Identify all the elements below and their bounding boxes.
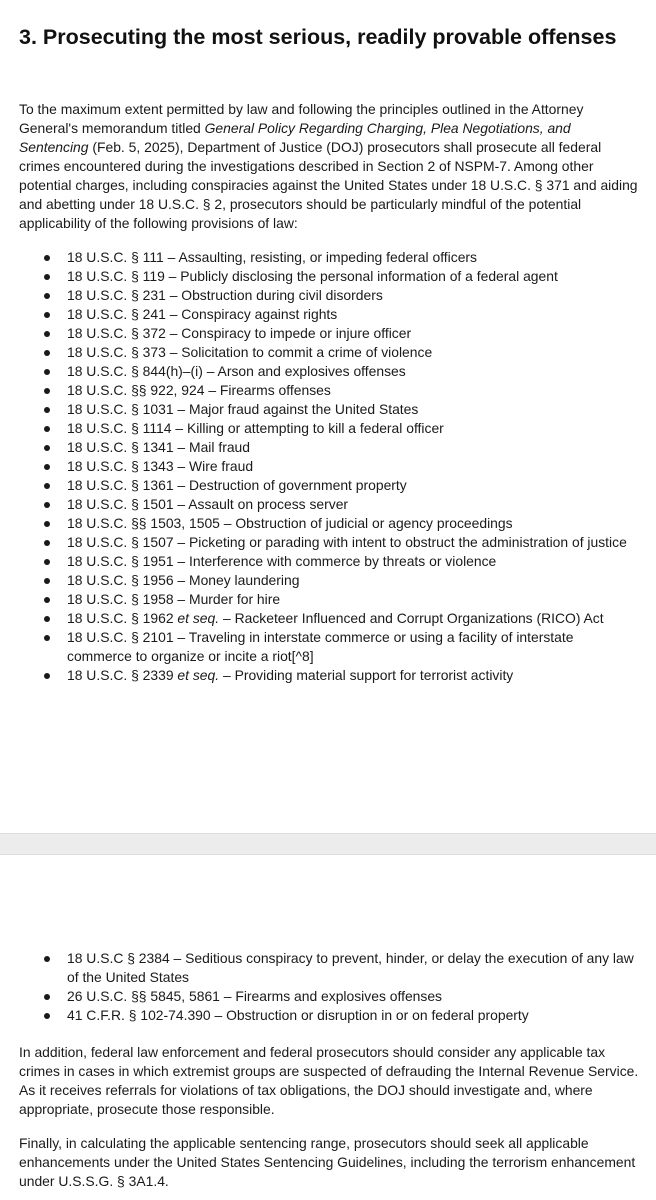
provisions-list-top — [0, 248, 656, 685]
bullet-icon — [44, 350, 50, 356]
provision-item — [0, 438, 656, 457]
provision-text: 18 U.S.C. § 373 – Solicitation to commit a crime of violence — [67, 344, 433, 360]
provision-description: – Providing material support for terrorist activity — [219, 667, 514, 683]
provision-text: 18 U.S.C. § 119 – Publicly disclosing the personal information of a federal agent — [67, 268, 558, 284]
provision-item — [0, 1006, 656, 1025]
intro-paragraph — [19, 100, 639, 233]
provision-text: 18 U.S.C. § 1956 – Money laundering — [67, 572, 300, 588]
provision-item — [0, 343, 656, 362]
provision-text: 18 U.S.C. §§ 922, 924 – Firearms offenses — [67, 382, 331, 398]
bullet-icon — [44, 407, 50, 413]
provision-text: 18 U.S.C. § 1951 – Interference with commerce by threats or violence — [67, 553, 497, 569]
sentencing-paragraph: Finally, in calculating the applicable sentencing range, prosecutors should seek all applicable enhancements under the United States Sentencing Guidelines, including the terrorism enhancement under U.S.S.G. § 3A1.4. — [19, 1135, 636, 1189]
bullet-icon — [44, 1013, 50, 1019]
provision-description: – Racketeer Influenced and Corrupt Organizations (RICO) Act — [219, 610, 604, 626]
provision-item — [0, 533, 656, 552]
bullet-icon — [44, 255, 50, 261]
provision-text: 18 U.S.C. § 1501 – Assault on process server — [67, 496, 349, 512]
provision-item — [0, 476, 656, 495]
provision-item — [0, 590, 656, 609]
provision-item — [0, 400, 656, 419]
bullet-icon — [44, 483, 50, 489]
bullet-icon — [44, 293, 50, 299]
provision-item — [0, 552, 656, 571]
provision-text: 18 U.S.C. § 844(h)–(i) – Arson and explosives offenses — [67, 363, 406, 379]
bullet-icon — [44, 388, 50, 394]
provision-item — [0, 324, 656, 343]
bullet-icon — [44, 426, 50, 432]
bullet-icon — [44, 312, 50, 318]
bullet-icon — [44, 540, 50, 546]
provision-text: 18 U.S.C. § 2101 – Traveling in interstate commerce or using a facility of interstate commerce to organize or incite a riot[^8] — [67, 629, 574, 664]
provision-item — [0, 286, 656, 305]
provision-item — [0, 419, 656, 438]
provision-item — [0, 457, 656, 476]
provision-text: 18 U.S.C. § 1114 – Killing or attempting to kill a federal officer — [67, 420, 444, 436]
provision-item — [0, 666, 656, 685]
bullet-icon — [44, 274, 50, 280]
provision-item — [0, 305, 656, 324]
provision-text: 18 U.S.C. § 241 – Conspiracy against rights — [67, 306, 338, 322]
provision-item — [0, 987, 656, 1006]
provision-text: 18 U.S.C. § 111 – Assaulting, resisting, or impeding federal officers — [67, 249, 477, 265]
bullet-icon — [44, 635, 50, 641]
provision-text: 18 U.S.C. § 1958 – Murder for hire — [67, 591, 281, 607]
bullet-icon — [44, 956, 50, 962]
bullet-icon — [44, 994, 50, 1000]
bullet-icon — [44, 578, 50, 584]
provision-item — [0, 514, 656, 533]
bullet-icon — [44, 616, 50, 622]
provision-text: 18 U.S.C. § 1341 – Mail fraud — [67, 439, 250, 455]
provisions-list-bottom — [0, 949, 656, 1025]
bullet-icon — [44, 331, 50, 337]
provision-et-seq: et seq. — [177, 610, 220, 626]
bullet-icon — [44, 559, 50, 565]
intro-text-after: (Feb. 5, 2025), Department of Justice (DOJ) prosecutors shall prosecute all federal crimes encountered during the investigations described in Section 2 of NSPM-7. Among other potential charges, including conspiracies against the United States under 18 U.S.C. § 371 and aiding and abetting under 18 U.S.C. § 2, prosecutors should be particularly mindful of the potential applicability of the following provisions of law: — [19, 139, 638, 231]
provision-text: 18 U.S.C § 2384 – Seditious conspiracy to prevent, hinder, or delay the execution of any law of the United States — [67, 950, 634, 985]
provision-item — [0, 628, 656, 666]
provision-text: 18 U.S.C. § 1031 – Major fraud against the United States — [67, 401, 419, 417]
provision-text: 18 U.S.C. § 1361 – Destruction of government property — [67, 477, 407, 493]
bullet-icon — [44, 502, 50, 508]
provision-text: 18 U.S.C. §§ 1503, 1505 – Obstruction of judicial or agency proceedings — [67, 515, 513, 531]
provision-item — [0, 571, 656, 590]
bullet-icon — [44, 445, 50, 451]
provision-text: 26 U.S.C. §§ 5845, 5861 – Firearms and explosives offenses — [67, 988, 443, 1004]
provision-text: 18 U.S.C. § 231 – Obstruction during civil disorders — [67, 287, 383, 303]
provision-text: 18 U.S.C. § 1507 – Picketing or parading with intent to obstruct the administration of justice — [67, 534, 627, 550]
section-heading: 3. Prosecuting the most serious, readily provable offenses — [19, 25, 617, 49]
provision-item — [0, 381, 656, 400]
provision-item — [0, 949, 656, 987]
provision-item — [0, 362, 656, 381]
provision-item — [0, 267, 656, 286]
bullet-icon — [44, 673, 50, 679]
bullet-icon — [44, 597, 50, 603]
memo-title: General Policy Regarding Charging, Plea Negotiations, and Sentencing — [19, 120, 571, 155]
intro-text-before: To the maximum extent permitted by law and following the principles outlined in the Attorney General's memorandum titled — [19, 101, 584, 136]
provision-citation: 18 U.S.C. § 1962 — [67, 610, 178, 626]
provision-et-seq: et seq. — [177, 667, 220, 683]
provision-item — [0, 495, 656, 514]
provision-text: 18 U.S.C. § 372 – Conspiracy to impede or injure officer — [67, 325, 412, 341]
bullet-icon — [44, 521, 50, 527]
provision-item — [0, 609, 656, 628]
bullet-icon — [44, 369, 50, 375]
provision-text: 18 U.S.C. § 1343 – Wire fraud — [67, 458, 254, 474]
bullet-icon — [44, 464, 50, 470]
provision-citation: 18 U.S.C. § 2339 — [67, 667, 178, 683]
provision-item — [0, 248, 656, 267]
tax-crimes-paragraph: In addition, federal law enforcement and federal prosecutors should consider any applicable tax crimes in cases in which extremist groups are suspected of defrauding the Internal Revenue Service. As it receives referrals for violations of tax obligations, the DOJ should investigate and, where appropriate, prosecute those responsible. — [19, 1044, 639, 1117]
page-break — [0, 833, 656, 855]
provision-text: 41 C.F.R. § 102-74.390 – Obstruction or disruption in or on federal property — [67, 1007, 529, 1023]
